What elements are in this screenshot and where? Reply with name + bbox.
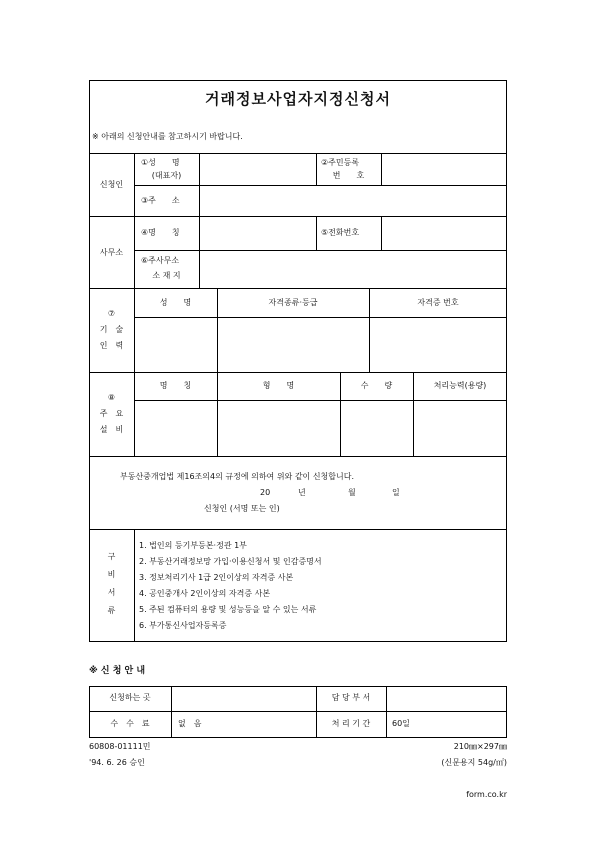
office-name-field[interactable] [200,217,315,249]
office-section-label: 사무소 [99,248,124,257]
processing-period-value: 60일 [392,719,410,728]
address-label: ③주 소 [141,196,180,205]
tech-name-cell[interactable] [135,318,216,371]
form-title: 거래정보사업자지정신청서 [205,90,391,108]
date-day-unit: 일 [392,488,400,497]
guide-heading: ※ 신 청 안 내 [89,666,146,676]
equip-header-model: 형 명 [262,381,295,390]
main-office-sub-label: 소 재 지 [152,271,181,280]
form-code: 60808-01111민 [89,742,151,751]
tech-license-cell[interactable] [370,318,506,371]
fee-value: 없 음 [178,719,202,728]
fee-label: 수 수 료 [110,719,150,728]
rrn-sub-label: 번 호 [332,171,365,180]
paper-type: (신문용지 54g/㎡) [441,758,507,767]
notice-text: ※ 아래의 신청안내를 참고하시기 바랍니다. [92,132,243,141]
equip-header-name: 명 칭 [159,381,192,390]
document-item: 1. 법인의 등기부등본·정관 1부 [139,541,247,550]
tech-header-name: 성 명 [159,298,192,307]
document-item: 6. 부가통신사업자등록증 [139,621,227,630]
tech-header-license-no: 자격증 번호 [417,298,459,307]
equip-capacity-cell[interactable] [414,401,506,455]
tech-qualification-cell[interactable] [218,318,368,371]
name-field[interactable] [200,154,315,184]
representative-label: (대표자) [151,171,182,180]
documents-label: 구 비 서 류 [107,552,116,615]
equip-header-capacity: 처리능력(용량) [433,381,487,390]
date-year: 20 [260,488,271,497]
address-field[interactable] [200,186,506,215]
tech-staff-label: ⑦ 기 술 인 력 [99,309,124,350]
equip-name-cell[interactable] [135,401,216,455]
office-name-label: ④명 칭 [141,228,180,237]
tech-header-qualification: 자격종류·등급 [268,298,318,307]
applicant-section-label: 신청인 [99,180,124,189]
main-office-label: ⑥주사무소 [141,256,180,265]
document-item: 4. 공인중개사 2인이상의 자격증 사본 [139,589,271,598]
name-label: ①성 명 [141,158,180,167]
date-month-unit: 월 [348,488,356,497]
signer-line: 신청인 (서명 또는 인) [204,504,280,513]
paper-size: 210㎜×297㎜ [453,742,507,751]
approval-date: '94. 6. 26 승인 [89,758,145,767]
date-year-unit: 년 [298,488,306,497]
document-item: 3. 정보처리기사 1급 2인이상의 자격증 사본 [139,573,294,582]
document-item: 2. 부동산거래정보망 가입·이용신청서 및 인감증명서 [139,557,322,566]
main-office-field[interactable] [200,251,506,287]
equip-model-cell[interactable] [218,401,339,455]
declaration-statement: 부동산중개업법 제16조의4의 규정에 의하여 위와 같이 신청합니다. [120,472,354,481]
rrn-label: ②주민등록 [321,158,360,167]
equip-quantity-cell[interactable] [341,401,412,455]
phone-label: ⑤전화번호 [321,228,360,237]
signature-field[interactable] [330,500,430,516]
processing-period-label: 처 리 기 간 [331,719,371,728]
place-label: 신청하는 곳 [109,693,151,702]
equip-header-quantity: 수 량 [360,381,393,390]
phone-field[interactable] [382,217,506,249]
equipment-label: ⑧ 주 요 설 비 [99,393,124,434]
department-label: 담 당 부 서 [331,693,371,702]
document-item: 5. 주된 컴퓨터의 용량 및 성능등을 알 수 있는 서류 [139,605,317,614]
site-watermark: form.co.kr [466,790,507,799]
rrn-field[interactable] [382,154,506,184]
